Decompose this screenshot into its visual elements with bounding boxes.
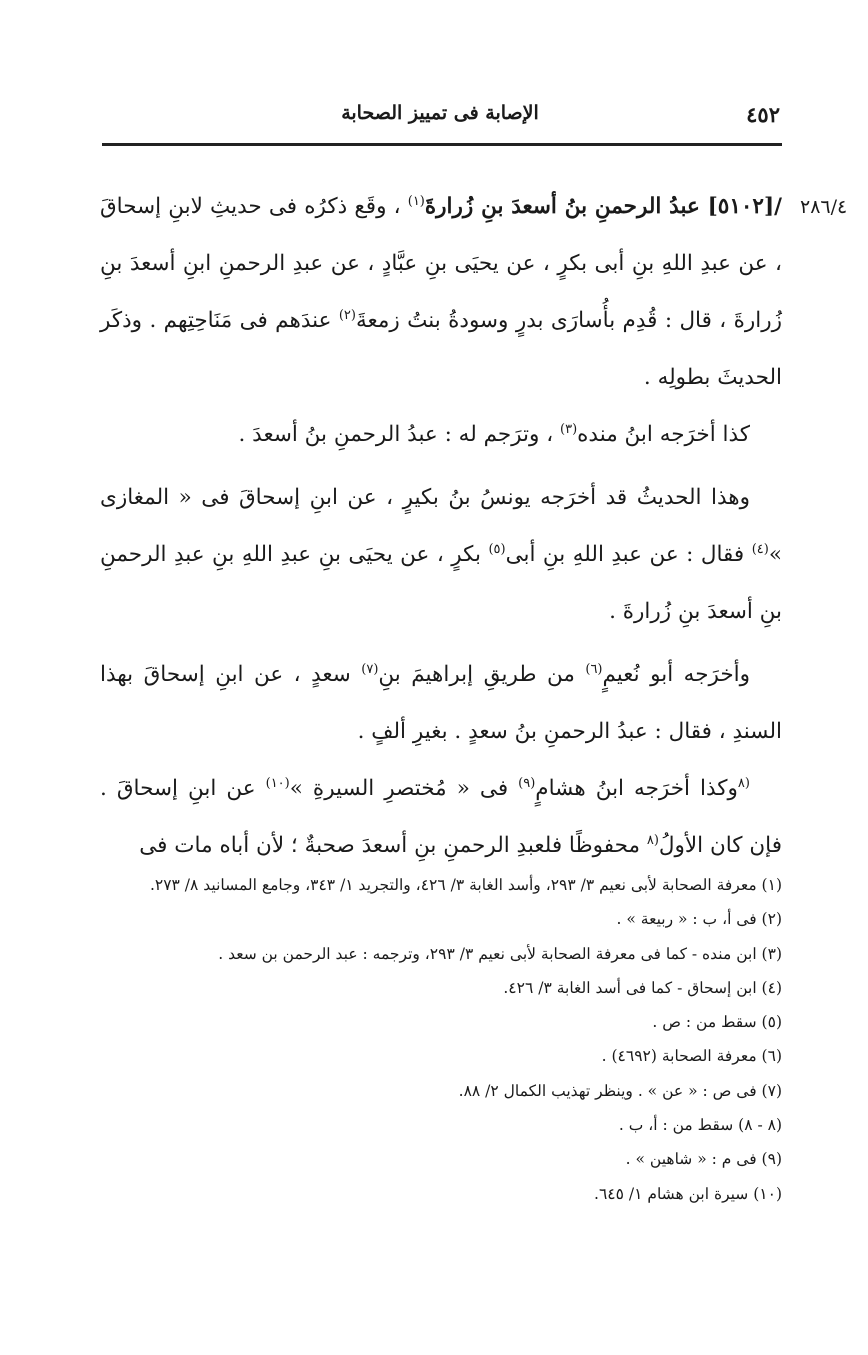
- paragraph-text: عندَهم فى مَنَاحِتِهم . وذكَر الحديثَ بطولِه .: [100, 308, 782, 390]
- footnote-marker: (٤): [751, 541, 769, 557]
- paragraph-text: وأخرَجه أبو نُعيمٍ: [602, 662, 750, 687]
- footnote: (٦) معرفة الصحابة (٤٦٩٢) .: [601, 1047, 782, 1066]
- paragraph: [100, 760, 782, 874]
- footnote-marker: (١): [407, 193, 425, 209]
- paragraph-text: وهذا الحديثُ قد أخرَجه يونسُ بنُ بكيرٍ ، عن ابنِ إسحاقَ فى « المغازى »: [100, 485, 782, 567]
- paragraph-text: كذا أخرَجه ابنُ منده: [577, 422, 750, 447]
- footnote-marker: (٧): [361, 661, 379, 677]
- footnote-marker: (٥): [488, 541, 506, 557]
- paragraph-text: سعدٍ ، عن ابنِ إسحاقَ بهذا السندِ ، فقال : عبدُ الرحمنِ بنُ سعدٍ . بغيرِ ألفٍ .: [100, 662, 782, 744]
- paragraph-text: فقال : عن عبدِ اللهِ بنِ أبى: [505, 542, 745, 567]
- footnote: (٣) ابن منده - كما فى معرفة الصحابة لأبى نعيم ٣/ ٢٩٣، وترجمه : عبد الرحمن بن سعد .: [218, 944, 782, 963]
- footnote: (٧) فى ص : « عن » . وينظر تهذيب الكمال ٢/ ٨٨.: [458, 1081, 782, 1100]
- footnote: (٩) فى م : « شاهين » .: [625, 1150, 782, 1169]
- footnote: (٤) ابن إسحاق - كما فى أسد الغابة ٣/ ٤٢٦.: [503, 978, 782, 997]
- footnote-marker: (٩): [518, 775, 536, 791]
- book-title: الإصابة فى تمييز الصحابة: [341, 102, 539, 124]
- footnote: (٢) فى أ، ب : « ربيعة » .: [616, 910, 782, 929]
- paragraph-text: ، وترَجم له : عبدُ الرحمنِ بنُ أسعدَ .: [238, 422, 554, 447]
- footnote: (٨ - ٨) سقط من : أ، ب .: [618, 1116, 782, 1135]
- paragraph-entry: [100, 178, 782, 406]
- footnote-marker: (٦): [585, 661, 603, 677]
- paragraph: [100, 469, 782, 640]
- paragraph-text: من طريقِ إبراهيمَ بنِ: [378, 662, 575, 687]
- paragraph: [100, 406, 782, 463]
- page-number: ٤٥٢: [746, 102, 780, 127]
- footnote-marker: (٢): [338, 307, 356, 323]
- footnote-marker: (٣): [560, 421, 578, 437]
- paragraph-text: محفوظًا فلعبدِ الرحمنِ بنِ أسعدَ صحبةٌ ؛ لأن أباه مات فى: [139, 833, 640, 858]
- paragraph-text: فى « مُختصرِ السيرةِ »: [289, 776, 509, 801]
- footnote-marker: (٨: [646, 832, 659, 848]
- paragraph-text: عن ابنِ إسحاقَ . فإن كان الأولُ: [100, 776, 782, 858]
- margin-reference: ٢٨٦/٤: [800, 196, 848, 218]
- paragraph-text: بكرٍ ، عن يحيَى بنِ عبدِ اللهِ بنِ عبدِ الرحمنِ بنِ أسعدَ بنِ زُرارةَ .: [100, 542, 782, 624]
- footnote: (٥) سقط من : ص .: [652, 1013, 782, 1032]
- paragraph-text: ، وقَع ذكرُه فى حديثِ لابنِ إسحاقَ ، عن عبدِ اللهِ بنِ أبى بكرٍ ، عن يحيَى بنِ عبَّادٍ ، عن عبدِ الرحمنِ ابنِ أسعدَ بنِ زُرارةَ ، قال : قُدِم بأُسارَى بدرٍ وسودةُ بنتُ زمعةَ: [100, 194, 782, 333]
- header-rule: [102, 143, 782, 146]
- running-header: [100, 100, 780, 134]
- main-text: [100, 178, 782, 874]
- paragraph: [100, 646, 782, 760]
- paragraph-text: وكذا أخرَجه ابنُ هشامٍ: [535, 776, 738, 801]
- footnotes: [100, 868, 782, 1211]
- footnote-marker: (٨: [737, 775, 750, 791]
- footnote-marker: (١٠): [265, 775, 290, 791]
- footnote: (١٠) سيرة ابن هشام ١/ ٦٤٥.: [594, 1184, 782, 1203]
- footnote: (١) معرفة الصحابة لأبى نعيم ٣/ ٢٩٣، وأسد الغابة ٣/ ٤٢٦، والتجريد ١/ ٣٤٣، وجامع المسانيد ٨/ ٢٧٣.: [149, 876, 782, 894]
- entry-heading: /[٥١٠٢] عبدُ الرحمنِ بنُ أسعدَ بنِ زُرارةَ: [424, 194, 782, 219]
